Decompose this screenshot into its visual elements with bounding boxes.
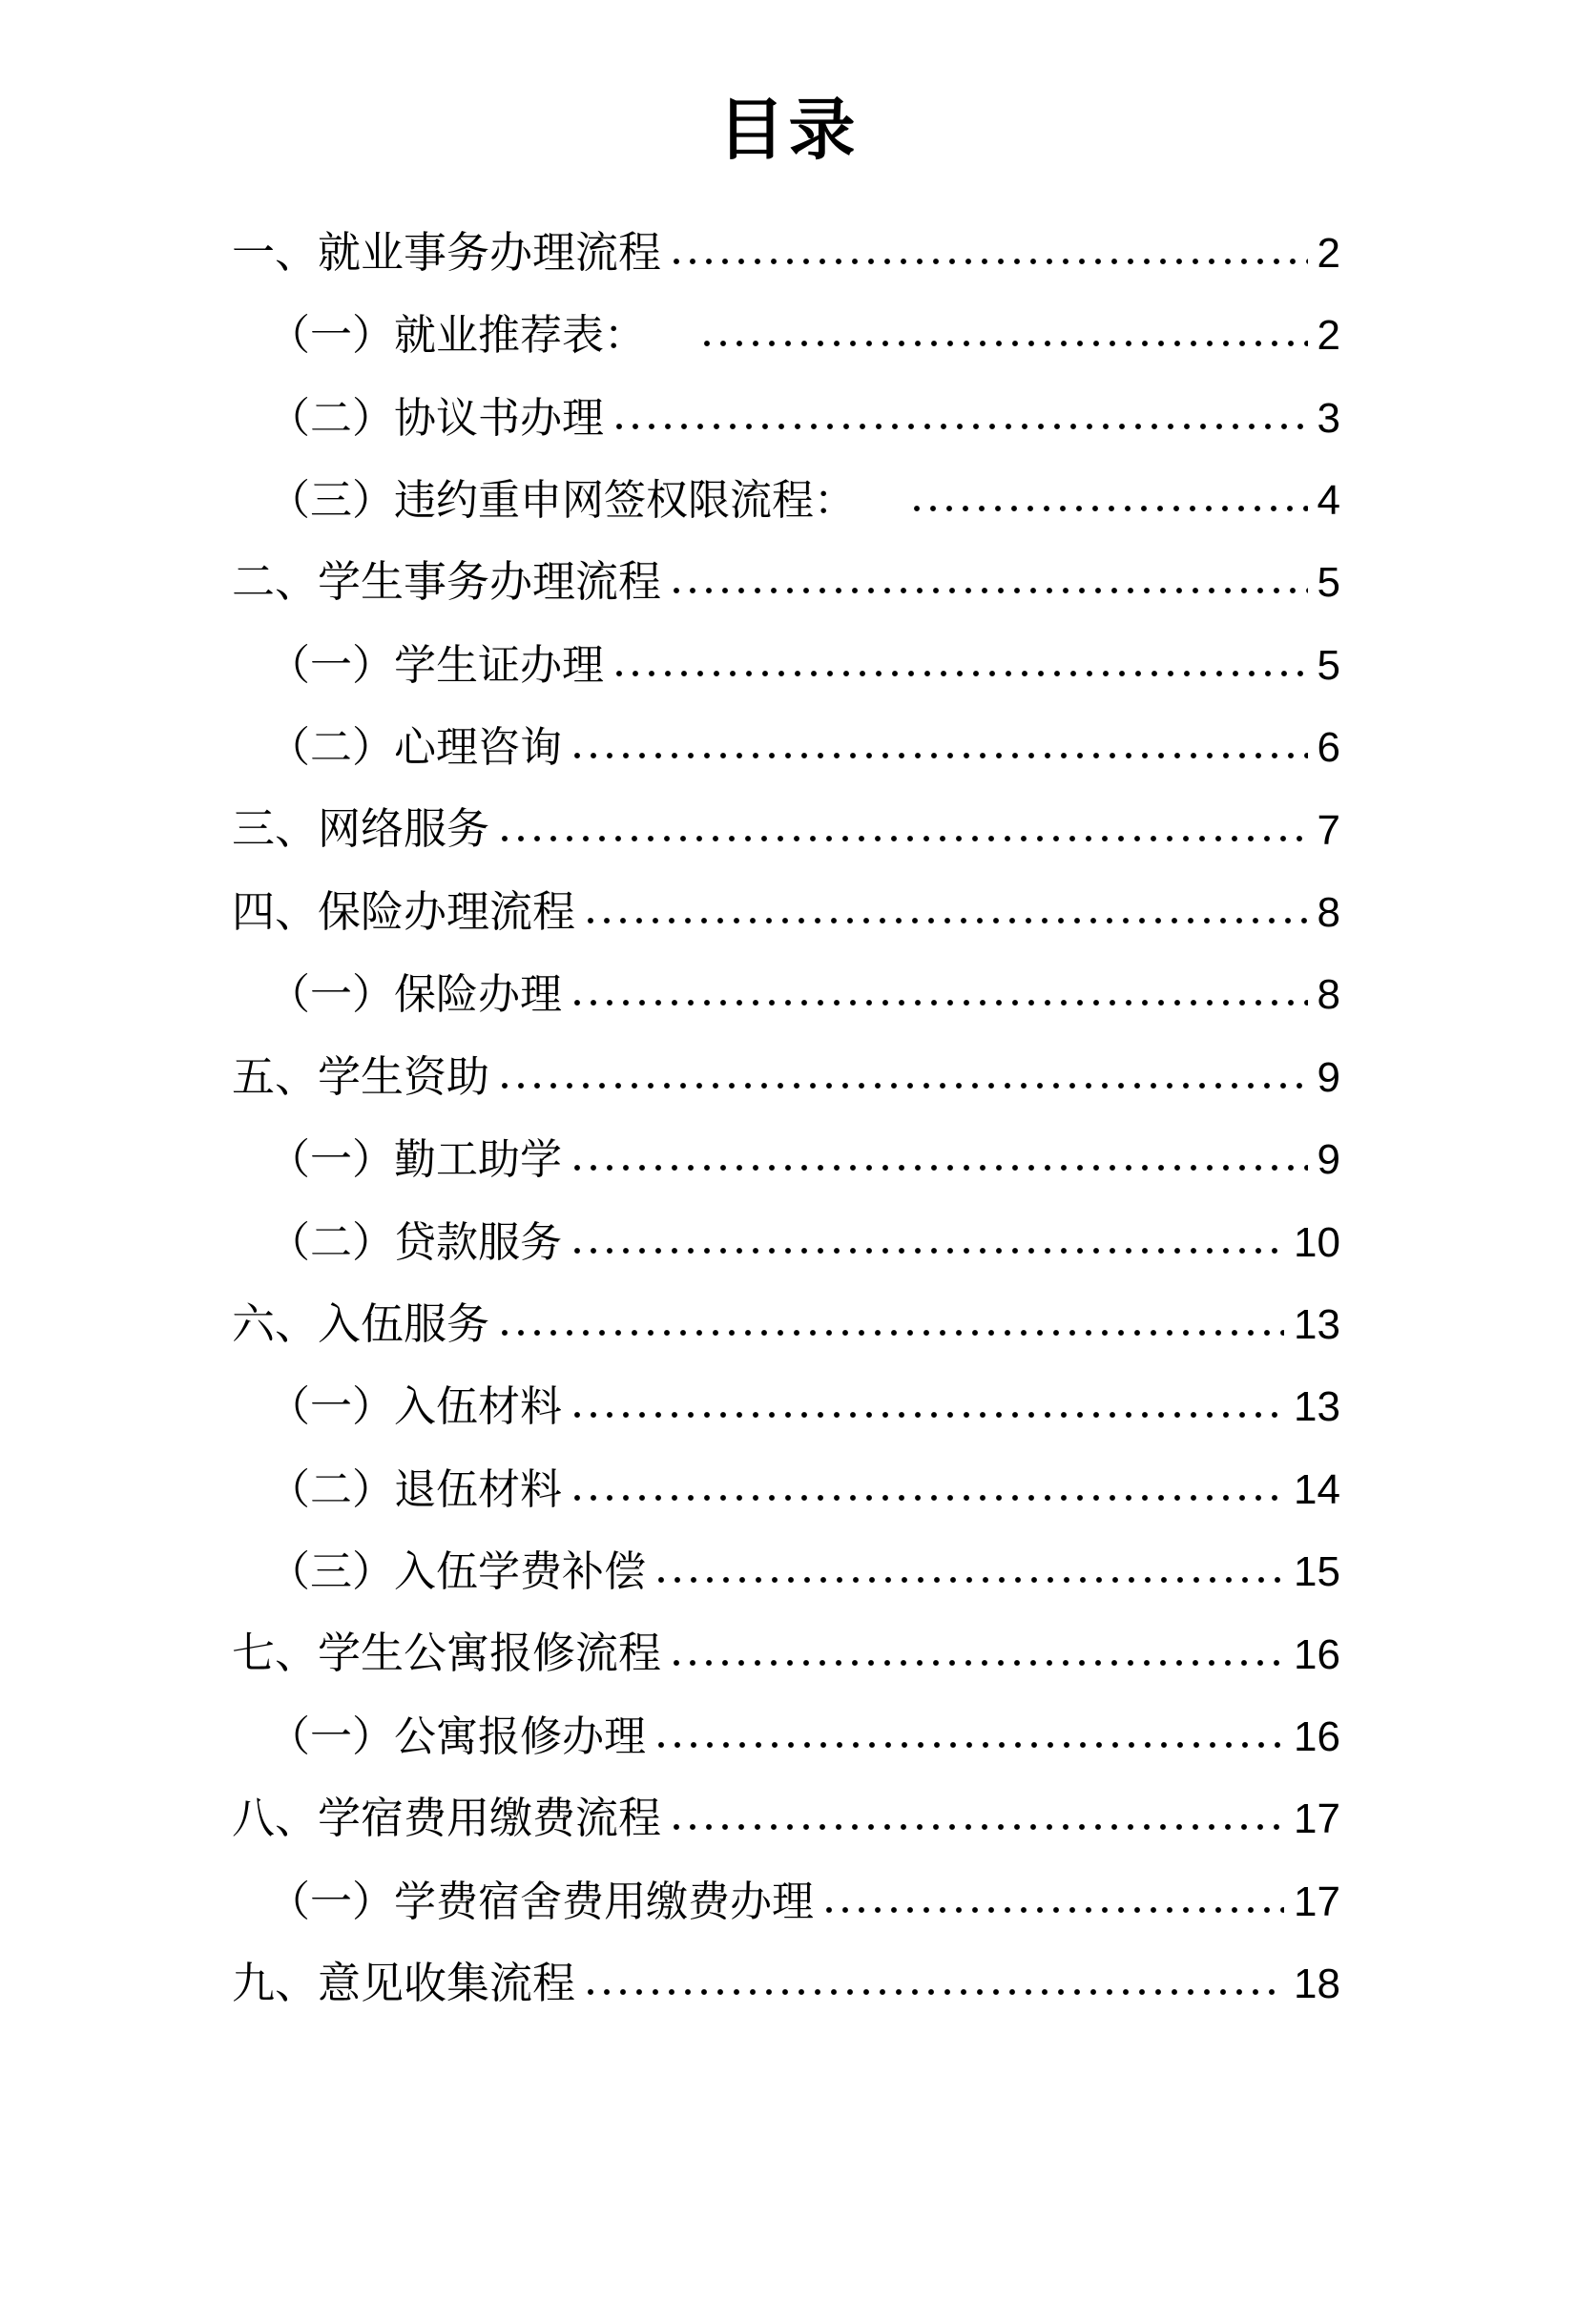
toc-dot-leader [657,1741,1284,1749]
toc-entry-label: （一）公寓报修办理 [268,1712,646,1760]
toc-dot-leader [501,1082,1308,1089]
toc-dot-leader [615,670,1308,677]
toc-page-number: 7 [1317,806,1340,854]
toc-entry-label: 八、学宿费用缴费流程 [232,1795,662,1843]
toc-dot-leader [573,1164,1308,1172]
toc-entry[interactable] [232,774,1340,856]
toc-dot-leader [703,340,1308,347]
toc-dot-leader [673,587,1308,594]
toc-entry-label: （二）贷款服务 [268,1218,562,1266]
toc-entry-label: （二）退伍材料 [268,1465,562,1513]
toc-entry[interactable] [232,1021,1340,1103]
toc-entry[interactable] [232,609,1340,691]
toc-dot-leader [573,1411,1284,1419]
toc-entry[interactable] [232,1763,1340,1845]
toc-page-number: 17 [1294,1795,1340,1843]
toc-entry-label: （二）协议书办理 [268,394,604,442]
toc-dot-leader [913,505,1308,512]
toc-dot-leader [673,1659,1284,1667]
toc-page-number: 5 [1317,641,1340,689]
toc-entry-label: （一）勤工助学 [268,1136,562,1184]
toc-entry[interactable] [232,692,1340,774]
toc-entry[interactable] [232,857,1340,939]
toc-dot-leader [501,835,1308,842]
toc-entry[interactable] [232,1928,1340,2010]
toc-dot-leader [573,1247,1284,1255]
toc-page-number: 2 [1317,229,1340,277]
toc-entry[interactable] [232,362,1340,444]
toc-page-number: 15 [1294,1548,1340,1596]
toc-entry-label: （二）心理咨询 [268,724,562,772]
toc-dot-leader [615,423,1308,430]
toc-entry-label: （一）保险办理 [268,971,562,1019]
toc-page-number: 3 [1317,394,1340,442]
toc-page-number: 14 [1294,1465,1340,1513]
toc-entry[interactable] [232,1269,1340,1351]
toc-entry-label: （一）就业推荐表： [268,312,646,360]
toc-page-number: 9 [1317,1136,1340,1184]
toc-page-number: 8 [1317,971,1340,1019]
toc-entry-label: 六、入伍服务 [232,1299,490,1348]
toc-entry-label: （三）入伍学费补偿 [268,1548,646,1596]
toc-entry[interactable] [232,1516,1340,1598]
toc-dot-leader [573,999,1308,1006]
toc-page-number: 6 [1317,724,1340,772]
toc-dot-leader [573,752,1308,759]
toc-dot-leader [673,1823,1284,1831]
toc-page-number: 5 [1317,559,1340,607]
toc-page-number: 10 [1294,1218,1340,1266]
toc-dot-leader [825,1906,1284,1914]
toc-entry[interactable] [232,1351,1340,1433]
toc-entry-label: 一、就业事务办理流程 [232,228,662,277]
toc-entry[interactable] [232,1681,1340,1763]
toc-page-number: 16 [1294,1630,1340,1678]
toc-entry-label: 七、学生公寓报修流程 [232,1629,662,1678]
toc-dot-leader [587,1988,1284,1996]
toc-list [232,197,1340,2011]
toc-entry[interactable] [232,1186,1340,1268]
toc-dot-leader [673,258,1308,265]
toc-page-number: 16 [1294,1712,1340,1760]
toc-entry-label: （一）入伍材料 [268,1383,562,1431]
toc-entry[interactable] [232,939,1340,1021]
toc-entry[interactable] [232,1433,1340,1515]
toc-dot-leader [501,1329,1284,1337]
toc-entry[interactable] [232,1845,1340,1927]
toc-entry[interactable] [232,1598,1340,1680]
toc-dot-leader [587,917,1308,924]
page-title: 目录 [717,94,860,168]
toc-entry-label: 九、意见收集流程 [232,1959,576,2007]
toc-page-number: 13 [1294,1300,1340,1348]
toc-entry[interactable] [232,527,1340,609]
toc-entry-label: （一）学费宿舍费用缴费办理 [268,1878,814,1925]
toc-entry[interactable] [232,197,1340,280]
toc-page-number: 9 [1317,1053,1340,1101]
toc-dot-leader [657,1576,1284,1584]
toc-entry-label: （一）学生证办理 [268,641,604,689]
toc-page-number: 18 [1294,1961,1340,2008]
toc-dot-leader [573,1494,1284,1502]
toc-entry-label: 五、学生资助 [232,1052,490,1101]
toc-entry[interactable] [232,280,1340,362]
toc-entry-label: 四、保险办理流程 [232,887,576,936]
toc-page-number: 2 [1317,312,1340,360]
document-page [0,93,1577,2324]
toc-page-number: 17 [1294,1878,1340,1925]
toc-entry-label: （三）违约重申网签权限流程： [268,477,856,525]
toc-page-number: 4 [1317,477,1340,525]
toc-entry[interactable] [232,1104,1340,1186]
toc-page-number: 8 [1317,889,1340,937]
toc-entry-label: 二、学生事务办理流程 [232,558,662,607]
toc-entry-label: 三、网络服务 [232,805,490,854]
toc-entry[interactable] [232,445,1340,527]
toc-page-number: 13 [1294,1383,1340,1431]
